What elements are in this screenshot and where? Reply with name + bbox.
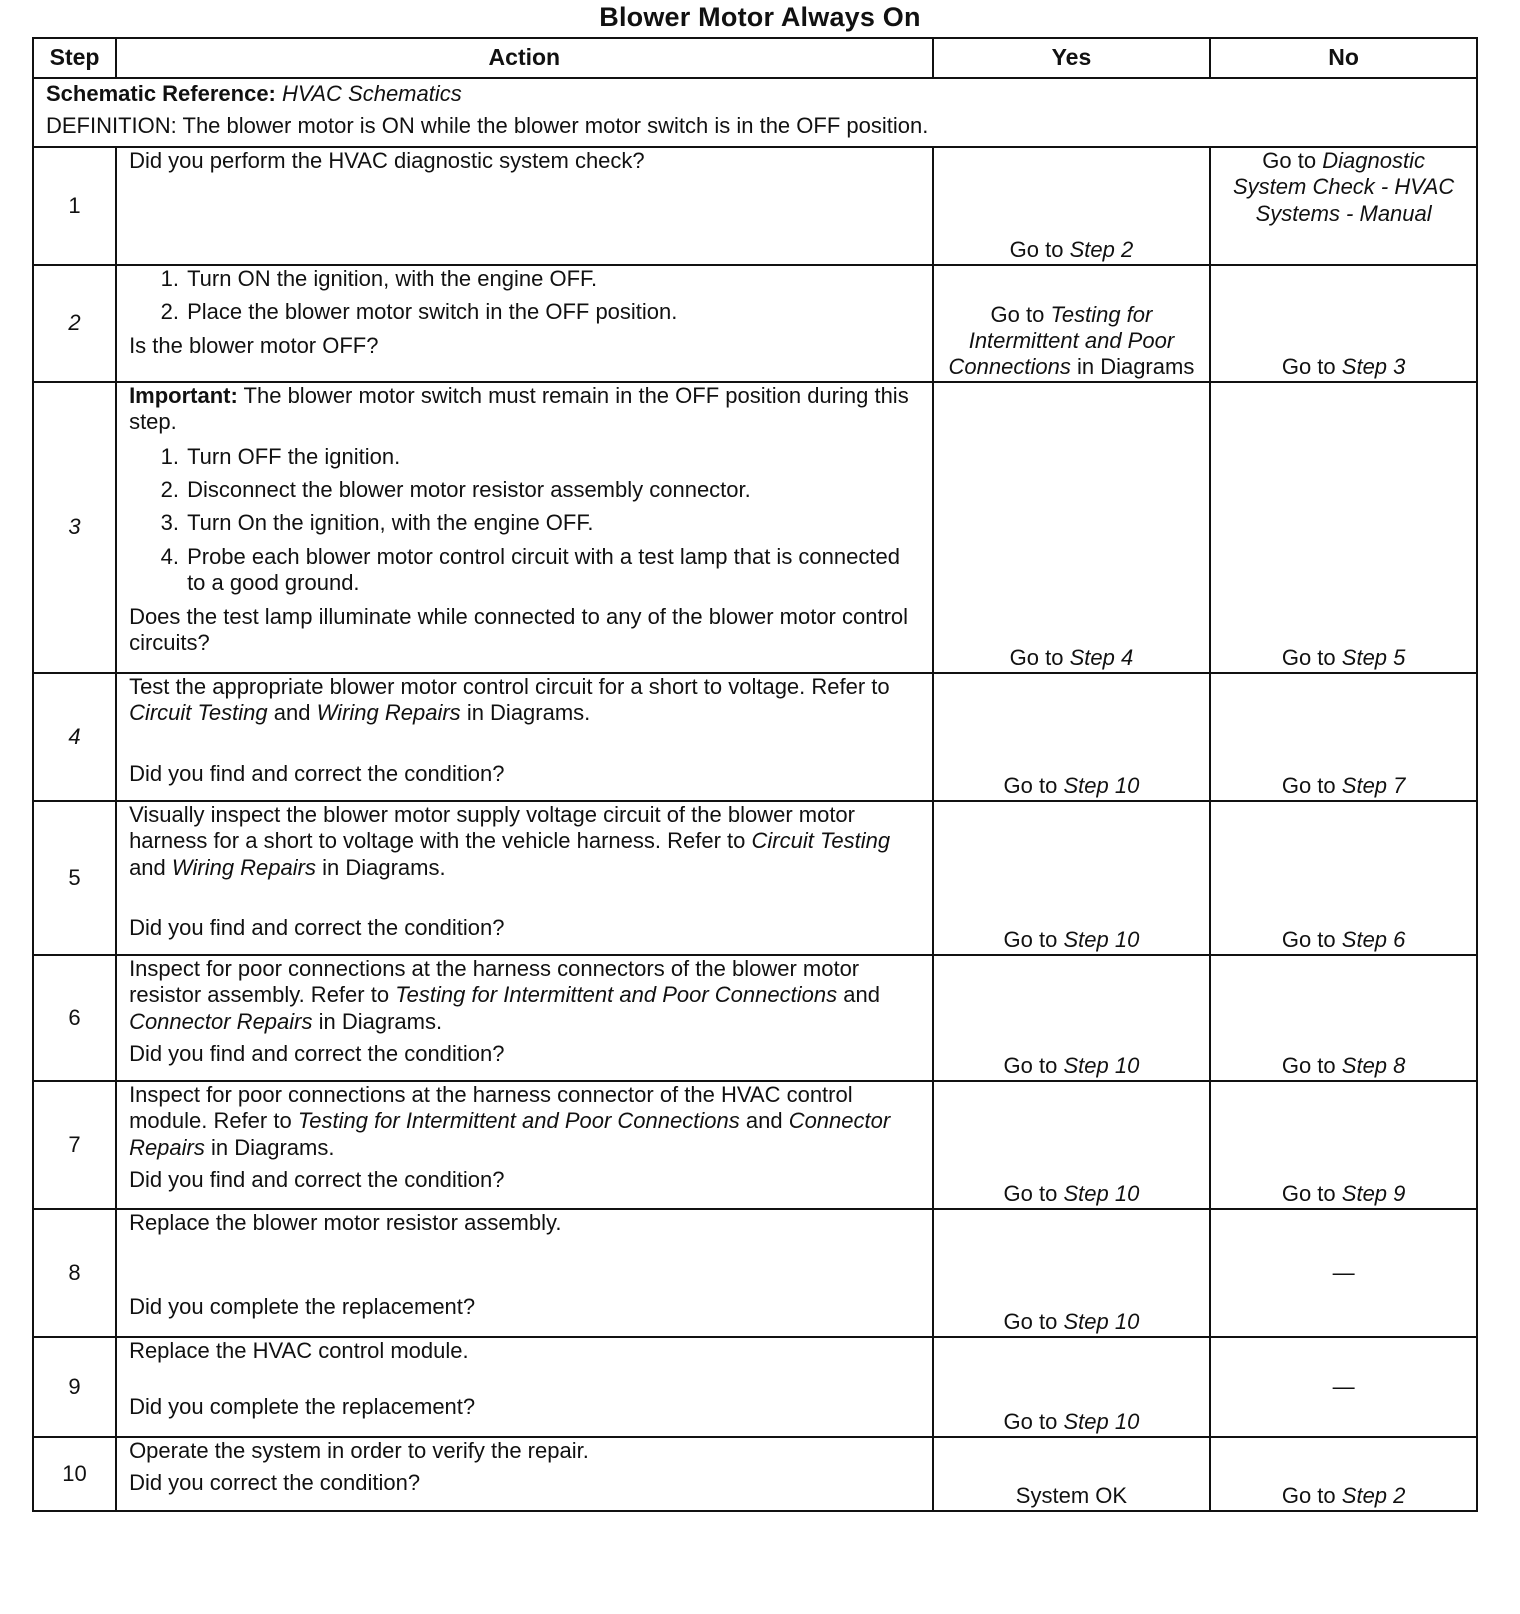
- yes-prefix: Go to: [1003, 1181, 1058, 1207]
- no-link[interactable]: Step 5: [1341, 645, 1406, 671]
- table-row: [33, 1337, 1477, 1437]
- list-item: 1. Turn ON the ignition, with the engine OFF.: [185, 266, 920, 292]
- list-item: 4. Probe each blower motor control circuit with a test lamp that is connected to a good ground.: [185, 544, 920, 597]
- step-number: 2: [33, 265, 116, 382]
- table-row: [33, 147, 1477, 265]
- yes-cell: [933, 1337, 1211, 1437]
- list-item: 3. Turn On the ignition, with the engine OFF.: [185, 510, 920, 536]
- step-text: Inspect for poor connections at the harness connectors of the blower motor resistor assembly. Refer to: [129, 955, 860, 1008]
- no-cell: [1210, 147, 1477, 265]
- no-prefix: Go to: [1281, 1483, 1336, 1509]
- step-question: Did you perform the HVAC diagnostic system check?: [129, 147, 645, 173]
- no-prefix: Go to: [1281, 927, 1336, 953]
- yes-prefix: Go to: [1009, 237, 1064, 263]
- yes-prefix: Go to: [1003, 1053, 1058, 1079]
- reference-cell: [33, 78, 1477, 147]
- step-action: [116, 382, 933, 673]
- no-prefix: Go to: [1281, 1181, 1336, 1207]
- no-cell: [1210, 1209, 1477, 1337]
- reference-link[interactable]: Connector Repairs: [129, 1108, 891, 1160]
- step-list: [129, 266, 920, 326]
- no-dash: —: [1332, 1259, 1355, 1285]
- connector-word: and: [273, 700, 311, 726]
- step-question: Did you find and correct the condition?: [129, 760, 505, 786]
- reference-row: [33, 78, 1477, 147]
- header-row: [33, 38, 1477, 78]
- no-link[interactable]: Step 8: [1341, 1053, 1406, 1079]
- yes-link[interactable]: Step 4: [1069, 645, 1134, 671]
- no-prefix: Go to: [1281, 1053, 1336, 1079]
- step-question: Did you complete the replacement?: [129, 1294, 476, 1320]
- no-link[interactable]: Step 2: [1341, 1483, 1406, 1509]
- yes-prefix: Go to: [990, 301, 1045, 327]
- yes-prefix: Go to: [1009, 645, 1064, 671]
- header-step: Step: [33, 38, 116, 78]
- step-suffix: in Diagrams.: [211, 1134, 335, 1160]
- reference-link[interactable]: Testing for Intermittent and Poor Connections: [297, 1108, 740, 1134]
- yes-prefix: Go to: [1003, 773, 1058, 799]
- step-number: 4: [33, 673, 116, 801]
- table-row: [33, 382, 1477, 673]
- table-row: [33, 673, 1477, 801]
- no-link[interactable]: Step 6: [1341, 927, 1406, 953]
- step-number: 3: [33, 382, 116, 673]
- no-cell: [1210, 801, 1477, 955]
- step-text: Inspect for poor connections at the harness connector of the HVAC control module. Refer to: [129, 1081, 853, 1134]
- step-number: 7: [33, 1081, 116, 1209]
- yes-cell: [933, 382, 1211, 673]
- step-suffix: in Diagrams.: [322, 854, 446, 880]
- header-action: Action: [116, 38, 933, 78]
- step-number: 5: [33, 801, 116, 955]
- connector-word: and: [745, 1108, 783, 1134]
- no-link[interactable]: Step 3: [1341, 354, 1406, 380]
- reference-link[interactable]: Testing for Intermittent and Poor Connections: [395, 982, 838, 1008]
- no-dash: —: [1332, 1373, 1355, 1399]
- reference-link[interactable]: Circuit Testing: [751, 828, 891, 854]
- yes-cell: [933, 1437, 1211, 1511]
- no-prefix: Go to: [1262, 147, 1317, 173]
- yes-link[interactable]: Step 10: [1063, 1409, 1140, 1435]
- step-text: Replace the blower motor resistor assembly.: [129, 1209, 562, 1235]
- step-number: 9: [33, 1337, 116, 1437]
- page-title: Blower Motor Always On: [599, 2, 921, 32]
- step-action: [116, 1209, 933, 1337]
- yes-result: System OK: [1015, 1483, 1128, 1509]
- no-prefix: Go to: [1281, 645, 1336, 671]
- step-suffix: in Diagrams.: [318, 1008, 443, 1034]
- step-text: Operate the system in order to verify the repair.: [129, 1437, 589, 1463]
- connector-word: and: [129, 854, 166, 880]
- no-link[interactable]: Step 9: [1341, 1181, 1406, 1207]
- no-link[interactable]: Step 7: [1341, 773, 1406, 799]
- step-text: Replace the HVAC control module.: [129, 1337, 469, 1363]
- list-item: 2. Disconnect the blower motor resistor assembly connector.: [185, 477, 920, 503]
- reference-link[interactable]: Wiring Repairs: [171, 854, 316, 880]
- no-cell: [1210, 673, 1477, 801]
- header-no: No: [1210, 38, 1477, 78]
- table-row: [33, 1209, 1477, 1337]
- yes-prefix: Go to: [1003, 1309, 1058, 1335]
- schematic-reference-label: Schematic Reference:: [46, 81, 276, 106]
- diagnostic-table: [32, 37, 1478, 1512]
- step-suffix: in Diagrams.: [466, 700, 591, 726]
- no-cell: [1210, 1081, 1477, 1209]
- reference-link[interactable]: Circuit Testing: [129, 700, 268, 726]
- list-item: 1. Turn OFF the ignition.: [185, 444, 920, 470]
- yes-link[interactable]: Step 10: [1063, 1309, 1140, 1335]
- connector-word: and: [843, 982, 880, 1008]
- step-question: Did you correct the condition?: [129, 1470, 421, 1496]
- yes-link[interactable]: Step 10: [1063, 927, 1140, 953]
- yes-cell: [933, 147, 1211, 265]
- yes-link[interactable]: Step 10: [1063, 1053, 1140, 1079]
- no-prefix: Go to: [1281, 354, 1336, 380]
- step-text: Visually inspect the blower motor supply voltage circuit of the blower motor harness for a short to voltage with the vehicle harness. Refer to: [129, 801, 855, 854]
- yes-suffix: in Diagrams: [1076, 354, 1195, 380]
- yes-link[interactable]: Step 10: [1063, 773, 1140, 799]
- no-cell: [1210, 955, 1477, 1081]
- no-prefix: Go to: [1281, 773, 1336, 799]
- table-row: [33, 801, 1477, 955]
- yes-cell: [933, 1081, 1211, 1209]
- step-question: Did you complete the replacement?: [129, 1394, 476, 1420]
- step-action: [116, 265, 933, 382]
- step-action: [116, 1437, 933, 1511]
- step-action: [116, 147, 933, 265]
- no-cell: [1210, 382, 1477, 673]
- reference-link[interactable]: Wiring Repairs: [316, 700, 461, 726]
- list-item: 2. Place the blower motor switch in the OFF position.: [185, 299, 920, 325]
- step-question: Did you find and correct the condition?: [129, 1166, 505, 1192]
- step-number: 8: [33, 1209, 116, 1337]
- yes-cell: [933, 1209, 1211, 1337]
- yes-link[interactable]: Testing for Intermittent and Poor Connections: [948, 301, 1175, 380]
- step-action: [116, 801, 933, 955]
- header-yes: Yes: [933, 38, 1211, 78]
- definition-label: DEFINITION:: [46, 113, 177, 139]
- no-cell: [1210, 1437, 1477, 1511]
- step-number: 6: [33, 955, 116, 1081]
- yes-cell: [933, 265, 1211, 382]
- yes-cell: [933, 801, 1211, 955]
- table-row: [33, 265, 1477, 382]
- step-number: 1: [33, 147, 116, 265]
- definition-text: The blower motor is ON while the blower motor switch is in the OFF position.: [182, 113, 929, 139]
- no-cell: [1210, 265, 1477, 382]
- yes-cell: [933, 955, 1211, 1081]
- step-question: Is the blower motor OFF?: [129, 332, 379, 358]
- important-label: Important:: [129, 382, 238, 408]
- step-question: Did you find and correct the condition?: [129, 1040, 505, 1066]
- schematic-reference-link[interactable]: HVAC Schematics: [282, 81, 462, 106]
- no-link[interactable]: Diagnostic System Check - HVAC Systems - Manual: [1232, 147, 1455, 226]
- table-row: [33, 955, 1477, 1081]
- table-row: [33, 1437, 1477, 1511]
- important-text: The blower motor switch must remain in the OFF position during this step.: [129, 382, 909, 435]
- no-cell: [1210, 1337, 1477, 1437]
- yes-link[interactable]: Step 2: [1069, 237, 1134, 263]
- step-number: 10: [33, 1437, 116, 1511]
- yes-prefix: Go to: [1003, 1409, 1058, 1435]
- step-question: Did you find and correct the condition?: [129, 914, 505, 940]
- step-question: Does the test lamp illuminate while connected to any of the blower motor control circuits?: [129, 603, 909, 655]
- reference-link[interactable]: Connector Repairs: [129, 1008, 313, 1034]
- step-action: [116, 1337, 933, 1437]
- table-row: [33, 1081, 1477, 1209]
- step-action: [116, 1081, 933, 1209]
- step-list: [129, 444, 920, 597]
- step-text: Test the appropriate blower motor control circuit for a short to voltage. Refer to: [129, 673, 890, 699]
- step-action: [116, 673, 933, 801]
- yes-link[interactable]: Step 10: [1063, 1181, 1140, 1207]
- step-action: [116, 955, 933, 1081]
- yes-cell: [933, 673, 1211, 801]
- yes-prefix: Go to: [1003, 927, 1058, 953]
